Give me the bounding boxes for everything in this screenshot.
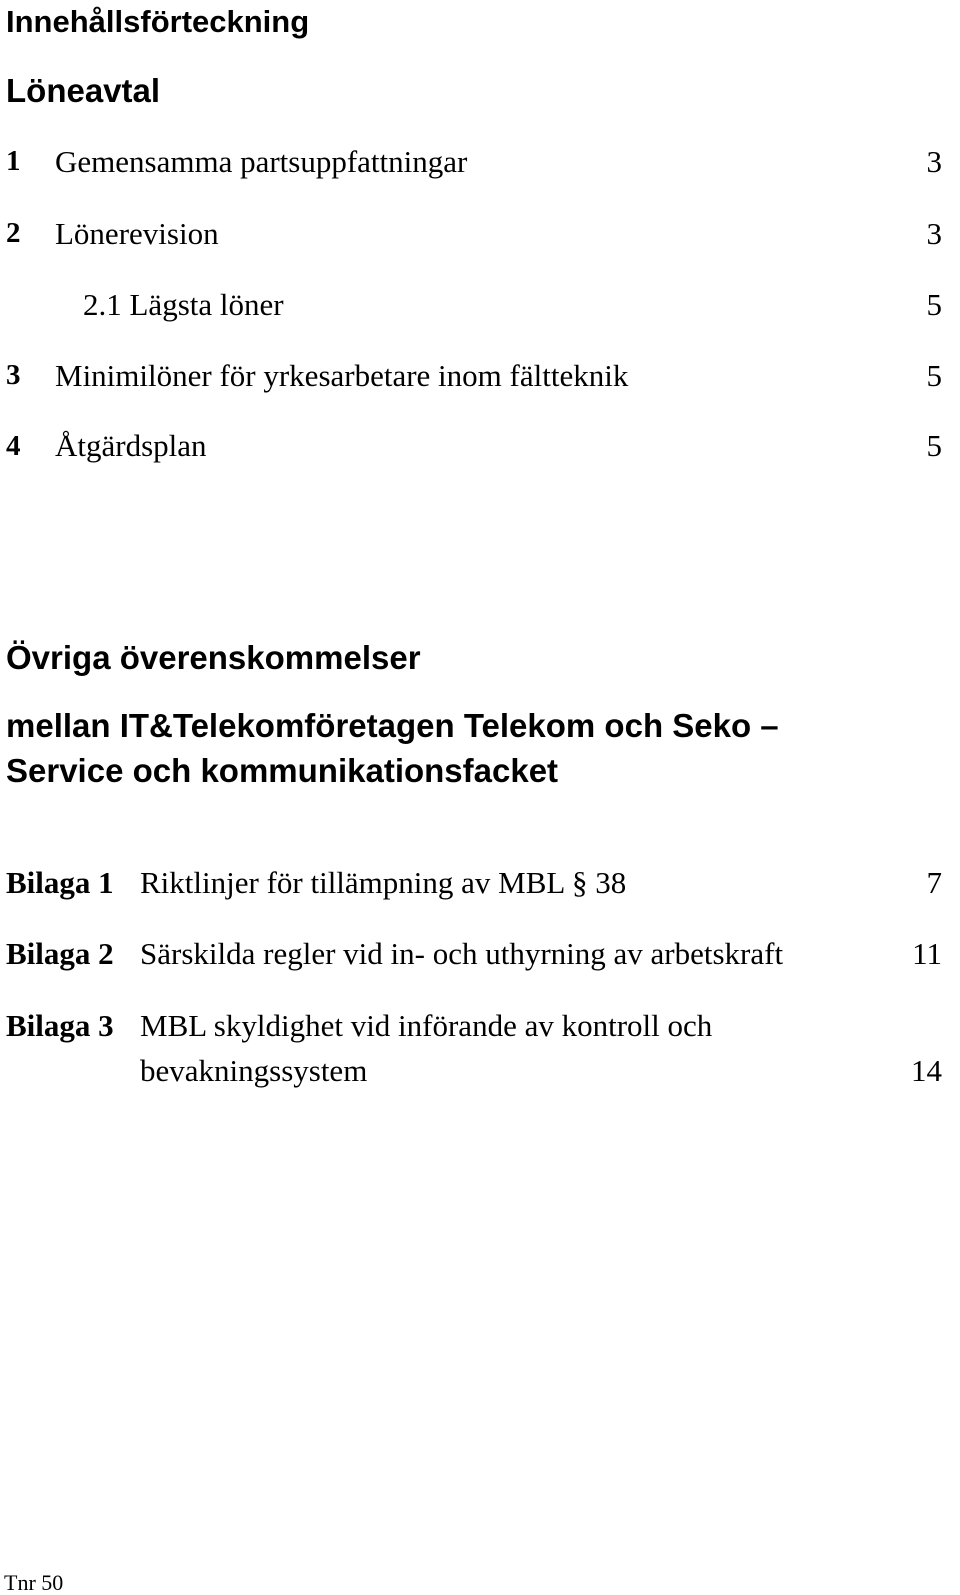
- entry-page-number: 5: [926, 358, 942, 393]
- entry-title: Lönerevision: [55, 216, 219, 251]
- entry-title: Åtgärdsplan: [55, 428, 207, 463]
- appendix-label: Bilaga 2: [6, 936, 114, 971]
- entry-page-number: 5: [926, 287, 942, 322]
- appendix-label: Bilaga 3: [6, 1008, 114, 1043]
- appendix-label: Bilaga 1: [6, 865, 114, 900]
- section-heading-ovriga: Övriga överenskommelser: [6, 639, 421, 676]
- footer-doc-number: Tnr 50: [4, 1570, 64, 1595]
- entry-title: 2.1 Lägsta löner: [83, 287, 284, 322]
- entry-number: 4: [6, 430, 21, 462]
- entry-title: Gemensamma partsuppfattningar: [55, 144, 468, 179]
- entry-page-number: 14: [911, 1053, 942, 1088]
- section-subheading-parties: mellan IT&Telekomföretagen Telekom och Seko –: [6, 707, 779, 744]
- entry-number: 3: [6, 359, 21, 391]
- appendix-title-continued: bevakningssystem: [140, 1053, 368, 1088]
- entry-page-number: 7: [926, 865, 942, 900]
- entry-page-number: 5: [926, 428, 942, 463]
- entry-page-number: 3: [926, 144, 942, 179]
- toc-heading: Innehållsförteckning: [6, 4, 310, 39]
- appendix-title: Riktlinjer för tillämpning av MBL § 38: [140, 865, 627, 900]
- entry-number: 1: [6, 145, 21, 177]
- appendix-title: Särskilda regler vid in- och uthyrning av arbetskraft: [140, 936, 784, 971]
- entry-title: Minimilöner för yrkesarbetare inom fältteknik: [55, 358, 629, 393]
- entry-page-number: 3: [926, 216, 942, 251]
- entry-number: 2: [6, 217, 21, 249]
- section-heading-loneavtal: Löneavtal: [6, 72, 161, 109]
- entry-page-number: 11: [912, 936, 942, 971]
- section-subheading-parties-cont: Service och kommunikationsfacket: [6, 752, 559, 789]
- appendix-title: MBL skyldighet vid införande av kontroll och: [140, 1008, 713, 1043]
